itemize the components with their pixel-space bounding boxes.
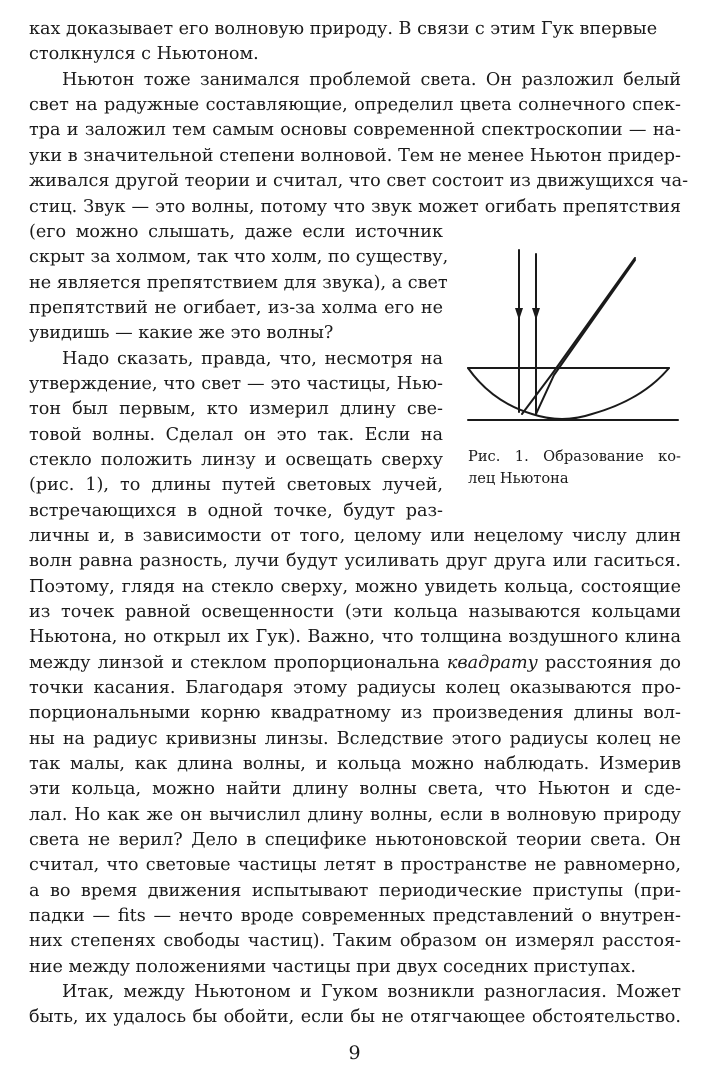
text-line: падки — fits — нечто вроде современных представлений о внутрен- xyxy=(29,906,681,926)
text-line: Ньютон тоже занимался проблемой света. Он разложил белый xyxy=(62,70,681,90)
text-line: стиц. Звук — это волны, потому что звук может огибать препятствия xyxy=(29,197,681,217)
text-line: свет на радужные составляющие, определил цвета солнечного спек- xyxy=(29,95,681,115)
text-line: точки касания. Благодаря этому радиусы колец оказываются про- xyxy=(29,678,681,698)
arrow-down-icon xyxy=(532,308,540,320)
text-line: препятствий не огибает, из-за холма его не xyxy=(29,298,443,318)
figure-caption xyxy=(468,446,681,490)
text-line: (рис. 1), то длины путей световых лучей, xyxy=(29,475,443,495)
text-line: эти кольца, можно найти длину волны света, что Ньютон и сде- xyxy=(29,779,681,799)
text-line: считал, что световые частицы летят в пространстве не равномерно, xyxy=(29,855,681,875)
text-line: живался другой теории и считал, что свет состоит из движущихся ча- xyxy=(29,171,689,191)
text-line: них степенях свободы частиц). Таким образом он измерял расстоя- xyxy=(29,931,681,951)
text-line: ках доказывает его волновую природу. В связи с этим Гук впервые xyxy=(29,19,658,39)
text-line: стекло положить линзу и освещать сверху xyxy=(29,450,443,470)
text-line: Поэтому, глядя на стекло сверху, можно увидеть кольца, состоящие xyxy=(29,577,681,597)
text-line: встречающихся в одной точке, будут раз- xyxy=(29,501,443,521)
text-line: а во время движения испытывают периодические приступы (при- xyxy=(29,881,681,901)
text-line: тон был первым, кто измерил длину све- xyxy=(29,399,443,419)
page-number: 9 xyxy=(348,1042,361,1064)
text-line: так малы, как длина волны, и кольца можно наблюдать. Измерив xyxy=(29,754,681,774)
text-line: утверждение, что свет — это частицы, Нью- xyxy=(29,374,443,394)
arrow-down-icon xyxy=(515,308,523,320)
text-line: увидишь — какие же это волны? xyxy=(29,323,334,343)
text-line: порциональными корню квадратному из произведения длины вол- xyxy=(29,703,681,723)
newton-rings-figure xyxy=(462,242,688,432)
text-line: волн равна разность, лучи будут усиливать друг друга или гаситься. xyxy=(29,551,681,571)
text-line: Ньютона, но открыл их Гук). Важно, что толщина воздушного клина xyxy=(29,627,681,647)
italic-word: квадрату xyxy=(446,653,538,673)
text-line: ние между положениями частицы при двух соседних приступах. xyxy=(29,957,636,977)
text-segment: между линзой и стеклом пропорциональна xyxy=(29,653,440,673)
text-line: Надо сказать, правда, что, несмотря на xyxy=(62,349,443,369)
text-line: (его можно слышать, даже если источник xyxy=(29,222,443,242)
text-line: из точек равной освещенности (эти кольца называются кольцами xyxy=(29,602,681,622)
text-line xyxy=(29,651,681,676)
text-line: быть, их удалось бы обойти, если бы не отягчающее обстоятельство. xyxy=(29,1007,681,1027)
text-line: столкнулся с Ньютоном. xyxy=(29,44,259,64)
text-line: тра и заложил тем самым основы современной спектроскопии — на- xyxy=(29,120,681,140)
text-line: скрыт за холмом, так что холм, по существу, xyxy=(29,247,449,267)
lens-curve xyxy=(468,368,669,419)
text-line: не является препятствием для звука), а свет xyxy=(29,273,448,293)
text-line: лал. Но как же он вычислил длину волны, если в волновую природу xyxy=(29,805,681,825)
text-line: личны и, в зависимости от того, целому или нецелому числу длин xyxy=(29,526,681,546)
text-line: ны на радиус кривизны линзы. Вследствие этого радиусы колец не xyxy=(29,729,681,749)
text-line: света не верил? Дело в специфике ньютоновской теории света. Он xyxy=(29,830,681,850)
text-line: Итак, между Ньютоном и Гуком возникли разногласия. Может xyxy=(62,982,681,1002)
caption-line: лец Ньютона xyxy=(468,470,569,487)
text-line: товой волны. Сделал он это так. Если на xyxy=(29,425,443,445)
reflected-ray-1 xyxy=(522,258,635,414)
caption-line: Рис. 1. Образование ко- xyxy=(468,448,681,465)
text-line: уки в значительной степени волновой. Тем не менее Ньютон придер- xyxy=(29,146,681,166)
reflected-ray-2 xyxy=(536,260,635,414)
text-segment: расстояния до xyxy=(545,653,682,673)
